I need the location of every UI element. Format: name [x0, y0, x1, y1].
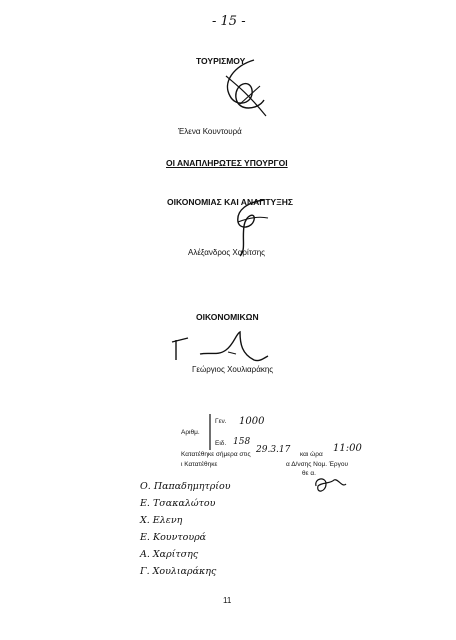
economy-title: ΟΙΚΟΝΟΜΙΑΣ ΚΑΙ ΑΝΑΠΤΥΞΗΣ: [167, 197, 293, 207]
tourism-title: ΤΟΥΡΙΣΜΟΥ: [196, 56, 246, 66]
economy-minister-name: Αλέξανδρος Χαρίτσης: [188, 248, 266, 257]
stamp-gen-value: 1000: [239, 416, 265, 427]
page-mark: - 15 -: [212, 14, 246, 29]
stamp-eid-label: Ειδ.: [215, 440, 227, 447]
page-number: 11: [223, 596, 232, 605]
list-item: Χ. Ελενη: [140, 515, 183, 526]
stamp-line3: θε α.: [302, 470, 316, 477]
stamp-bracket: [208, 414, 212, 450]
stamp-line2b: α Δ/νσης Νομ. Έργου: [286, 461, 349, 468]
stamp-line2: ι Κατατέθηκε: [181, 461, 218, 468]
tourism-minister-name: Έλενα Κουντουρά: [178, 127, 242, 136]
finance-signature: [170, 330, 270, 370]
tourism-signature: [214, 56, 274, 118]
alternate-ministers-heading: ΟΙ ΑΝΑΠΛΗΡΩΤΕΣ ΥΠΟΥΡΓΟΙ: [166, 158, 288, 168]
list-item: Γ. Χουλιαράκης: [140, 566, 217, 577]
stamp-filed-line: Κατατέθηκε σήμερα στις: [181, 451, 251, 458]
list-item: Ο. Παπαδημητρίου: [140, 481, 231, 492]
initials-signature: [312, 474, 348, 496]
stamp-date: 29.3.17: [256, 445, 291, 455]
stamp-time-label: και ώρα: [300, 451, 323, 458]
list-item: Ε. Κουντουρά: [140, 532, 207, 543]
list-item: Ε. Τσακαλώτου: [140, 498, 216, 509]
stamp-time: 11:00: [333, 443, 362, 454]
finance-minister-name: Γεώργιος Χουλιαράκης: [192, 365, 274, 374]
finance-title: ΟΙΚΟΝΟΜΙΚΩΝ: [196, 312, 259, 322]
stamp-eid-value: 158: [233, 437, 251, 447]
list-item: Α. Χαρίτσης: [140, 549, 199, 560]
stamp-gen-label: Γεν.: [215, 418, 227, 425]
stamp-arith-label: Αριθμ.: [181, 429, 200, 436]
handwritten-list: [140, 478, 231, 580]
